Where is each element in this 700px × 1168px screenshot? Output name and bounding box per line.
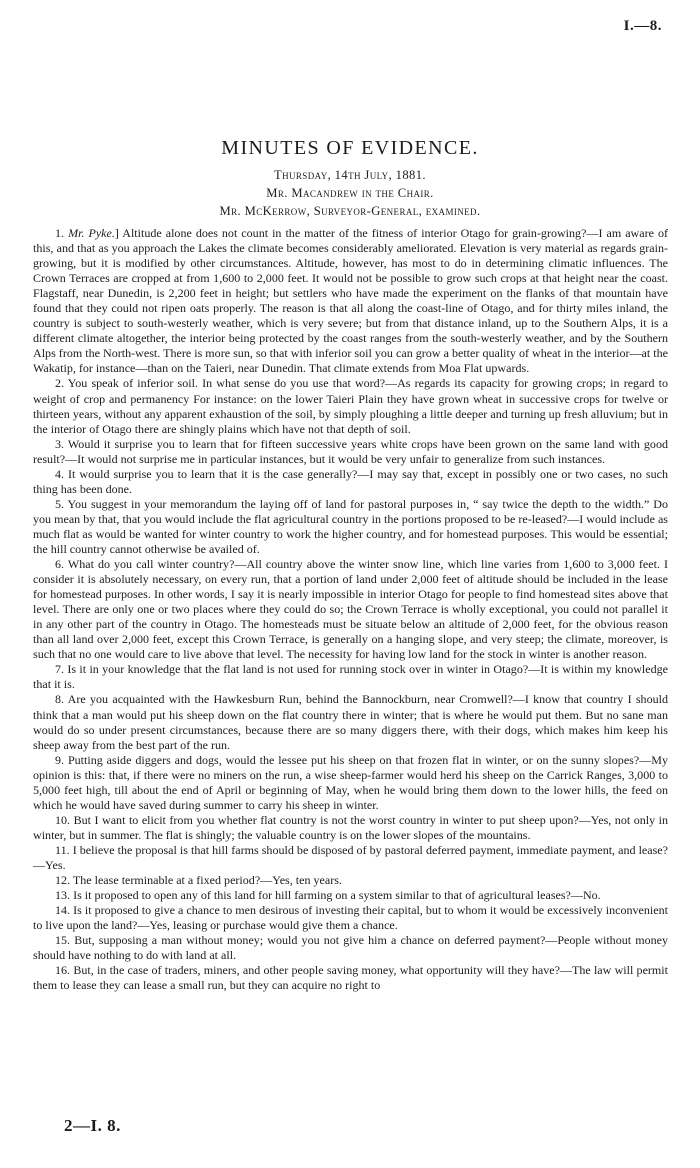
document-title: MINUTES OF EVIDENCE. [221, 137, 479, 160]
question-number: 2. [55, 376, 65, 391]
evidence-paragraph [33, 467, 668, 497]
question-number: 13. [55, 888, 71, 903]
evidence-paragraph [33, 813, 668, 843]
paragraph-text: ] Altitude alone does not count in the matter of the fitness of interior Otago for grain-growing?—I am aware of this, and that as you approach the Lakes the climate becomes considerably ameliorated. Elevation is very material as regards grain-growing, but it is modified by other circumstances. Altitude, however, has most to do in determining climatic influences. The Crown Terraces are cropped at from 1,600 to 2,000 feet. It would not be possible to grow such crops at that height near the coast. Flagstaff, near Dunedin, is 2,200 feet in height; but settlers who have made the experiment on the flanks of that mountain have found that they could not ripen oats properly. The reason is that all along the coast-line of Otago, and for thirty miles inland, the country is subject to south-westerly weather, which is very severe; but from that distance inland, up to the Southern Alps, it is a different climate altogether, the interior being protected by the coast ranges from the south-westerly weather, and by the Southern Alps from the North-west. There is more sun, so that with inferior soil you can grow a better quality of wheat in the interior—at the Wakatip, for instance—than on the Taieri, near Dunedin. That climate extends from Moa Flat upwards. [33, 226, 669, 376]
paragraph-text: Putting aside diggers and dogs, would the lessee put his sheep on that frozen flat in winter, or on the sunny slopes?—My opinion is this: that, if there were no miners on the run, a wise sheep-farmer would herd his sheep on the Carrick Ranges, 3,000 to 5,000 feet high, till about the end of April or beginning of May, when he would bring them down to the lower hills, the feed on which he would have saved during summer to carry his sheep in winter. [33, 752, 668, 812]
question-number: 6. [55, 557, 65, 572]
paragraph-text: You speak of inferior soil. In what sense do you use that word?—As regards its capacity for growing crops; in regard to weight of crop and permanency For instance: on the lower Taieri Plain they have grown wheat in successive crops for twelve or thirteen years, without any apparent exhaustion of the soil, by simply ploughing a little deeper and turning up fresh alluvium; but in the interior of Otago there are shingly plains which have not that depth of soil. [33, 376, 668, 436]
paragraph-text: But, in the case of traders, miners, and other people saving money, what opportunity will they have?—The law will permit them to lease they can lease a small run, but they can acquire no right to [33, 963, 668, 993]
paragraph-text: But, supposing a man without money; would you not give him a chance on deferred payment?—People without money should have nothing to do with land at all. [33, 933, 669, 963]
question-number: 9. [55, 752, 65, 767]
question-number: 14. [55, 903, 71, 918]
question-number: 10. [55, 812, 71, 827]
question-number: 4. [55, 466, 65, 481]
paragraph-text: It would surprise you to learn that it is the case generally?—I may say that, except in possibly one or two cases, no such thing has been done. [33, 466, 668, 496]
paragraph-text: Would it surprise you to learn that for fifteen successive years white crops have been grown on the same land with good result?—It would not surprise me in particular instances, but it would be very unfair to generalize from such instances. [33, 436, 668, 466]
question-number: 3. [55, 436, 65, 451]
speaker-name: Mr. Pyke. [68, 226, 115, 240]
question-number: 15. [55, 933, 71, 948]
question-number: 12. [55, 873, 71, 888]
paragraph-text: Is it proposed to give a chance to men desirous of investing their capital, but to whom it would be excessively inconvenient to live upon the land?—Yes, leasing or purchase would give them a chance. [33, 903, 668, 933]
evidence-paragraph [33, 437, 668, 467]
paragraph-text: What do you call winter country?—All country above the winter snow line, which line varies from 1,600 to 3,000 feet. I consider it is absolutely necessary, on every run, that a portion of land under 2,000 feet of altitude should be included in the lease for homestead purposes. In other words, I say it is nearly impossible in interior Otago for people to find homestead sites above that level. There are only one or two places where they could do so; the Crown Terrace is wholly exceptional, you could not parallel it in any other part of the country in Otago. The homesteads must be situate below an altitude of 2,000 feet, for the obvious reason than all land over 2,000 feet, except this Crown Terrace, is generally on a hanging slope, and very steep; the climate, moreover, is such that no one would care to live above that level. The necessity for having low land for the stock in winter is another reason. [33, 557, 668, 662]
question-number: 1. [55, 226, 65, 240]
paragraph-text: Are you acquainted with the Hawkesburn Run, behind the Bannockburn, near Cromwell?—I know that country I should think that a man would put his sheep down on the flat country there in winter; that is where he would put them. But no sane man would do so under present circumstances, because there are so many diggers there, with their dogs, which makes him keep his sheep away from the best part of the run. [33, 692, 668, 752]
evidence-paragraph [33, 873, 668, 888]
witness-line: Mr. McKerrow, Surveyor-General, examined. [219, 204, 481, 218]
evidence-paragraph [33, 376, 668, 436]
printer-signature: 2—I. 8. [64, 1116, 121, 1135]
date-line: Thursday, 14th July, 1881. [274, 168, 426, 182]
paragraph-text: But I want to elicit from you whether flat country is not the worst country in winter to put sheep upon?—Yes, not only in winter, but in summer. The flat is shingly; the valuable country is on the lower slopes of the mountains. [33, 812, 668, 842]
page-reference: I.—8. [623, 18, 662, 34]
paragraph-text: The lease terminable at a fixed period?—Yes, ten years. [72, 873, 342, 888]
evidence-paragraph [33, 843, 668, 873]
evidence-paragraph [33, 963, 668, 993]
evidence-body [33, 226, 668, 993]
question-number: 7. [55, 662, 65, 677]
evidence-paragraph [33, 903, 668, 933]
paragraph-text: I believe the proposal is that hill farms should be disposed of by pastoral deferred payment, immediate payment, and lease?—Yes. [33, 842, 669, 872]
question-number: 11. [55, 842, 70, 857]
paragraph-text: Is it proposed to open any of this land for hill farming on a system similar to that of agricultural leases?—No. [73, 888, 601, 903]
evidence-paragraph [33, 557, 668, 662]
paragraph-text: You suggest in your memorandum the laying off of land for pastoral purposes in, “ say twice the depth to the width.” Do you mean by that, that you would include the flat agricultural country in the portions proposed to be re-leased?—I would include as much flat as would be wanted for winter country to work the higher country, and for homestead purposes. This would be essential; the hill country cannot otherwise be availed of. [33, 496, 668, 556]
evidence-paragraph [33, 933, 668, 963]
evidence-paragraph [33, 226, 668, 376]
question-number: 5. [55, 496, 65, 511]
paragraph-text: Is it in your knowledge that the flat land is not used for running stock over in winter in Otago?—It is within my knowledge that it is. [33, 662, 669, 692]
evidence-paragraph [33, 888, 668, 903]
question-number: 8. [55, 692, 65, 707]
evidence-paragraph [33, 692, 668, 752]
question-number: 16. [55, 963, 71, 978]
evidence-paragraph [33, 662, 668, 692]
evidence-paragraph [33, 497, 668, 557]
evidence-paragraph [33, 753, 668, 813]
chair-line: Mr. Macandrew in the Chair. [266, 186, 434, 200]
